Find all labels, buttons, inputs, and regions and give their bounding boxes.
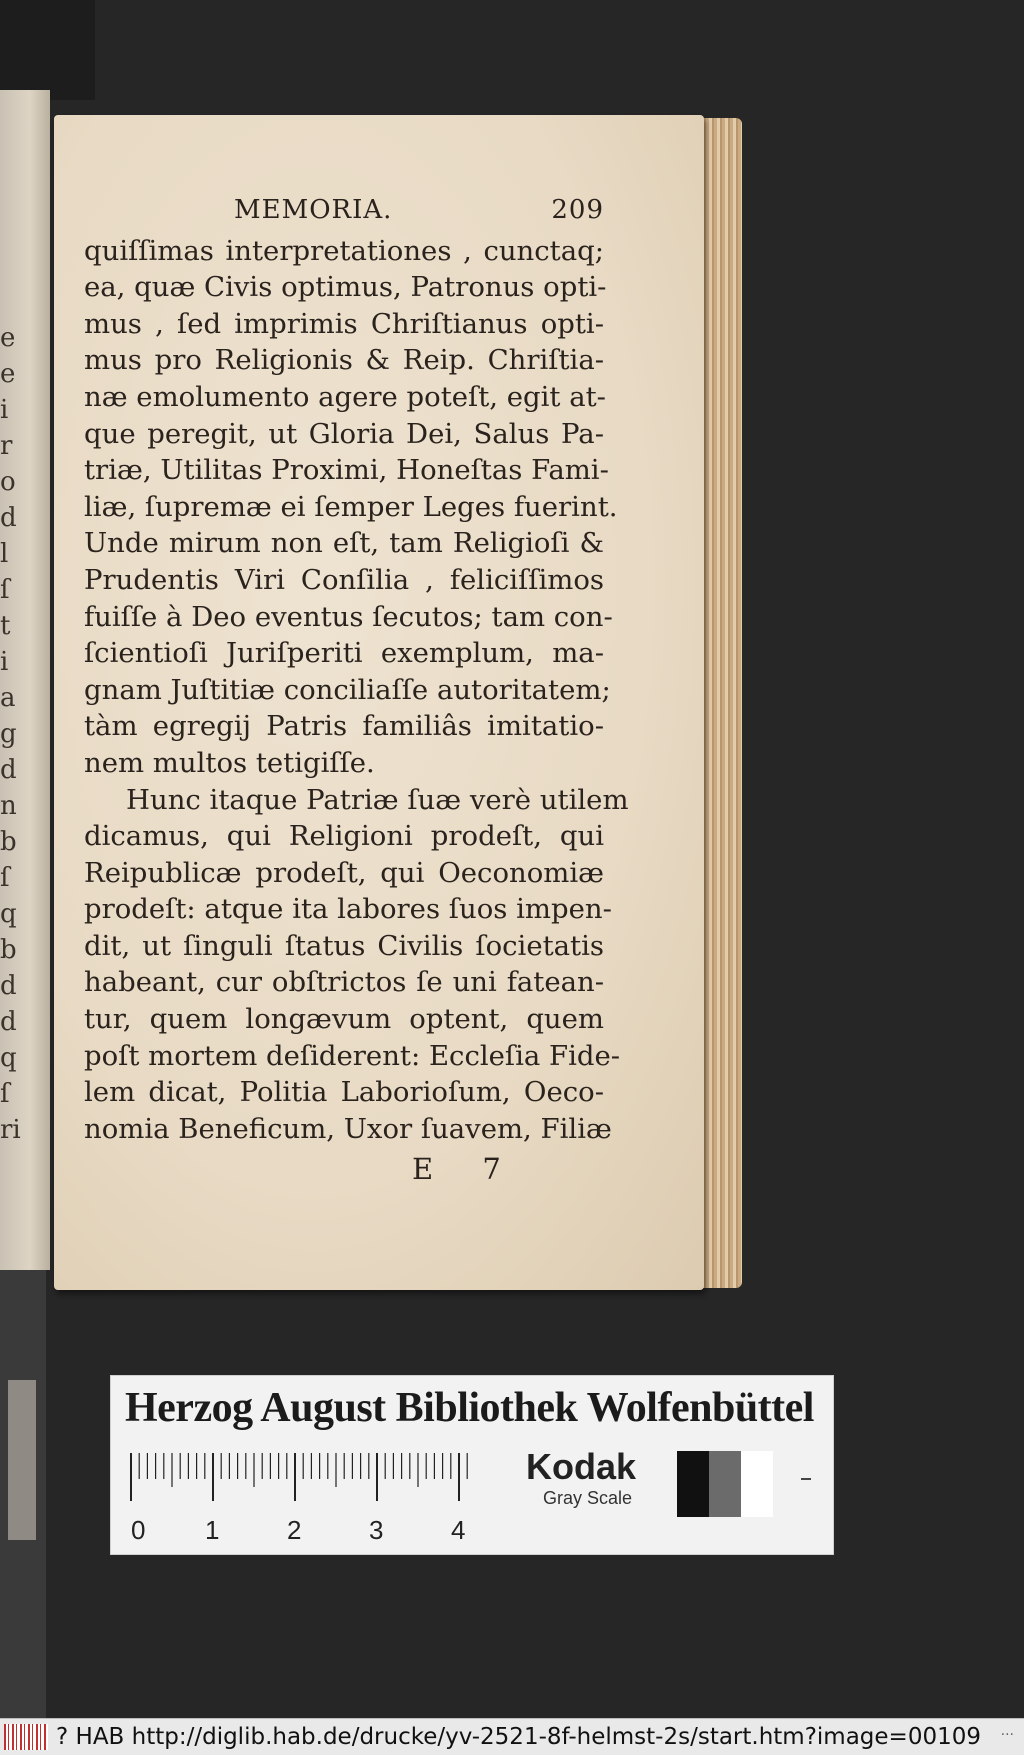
page-clip [0,1270,46,1718]
text-line: mus , ſed imprimis Chriſtianus opti- [84,307,604,340]
adjacent-mark: ſ [0,863,10,893]
library-name: Herzog August Bibliothek Wolfenbüttel [125,1385,814,1431]
patch-marker [801,1478,811,1480]
adjacent-mark: b [0,827,17,857]
text-line: triæ, Utilitas Proximi, Honeſtas Fami- [84,454,609,487]
adjacent-mark: n [0,791,17,821]
text-line: tur, quem longævum optent, quem [84,1003,604,1036]
text-line: ſcientioſi Juriſperiti exemplum, ma- [84,637,604,670]
adjacent-mark: l [0,539,9,569]
text-line: Prudentis Viri Conſilia , feliciſſimos [84,563,604,596]
adjacent-page [0,90,50,1270]
adjacent-mark: ſ [0,1079,10,1109]
gray-scale-patches [677,1451,773,1517]
text-line: Reipublicæ prodeſt, qui Oeconomiæ [84,856,604,889]
page-text-block [84,192,629,1188]
adjacent-mark: a [0,683,16,713]
status-overflow: ... [1000,1723,1014,1739]
clip-label [8,1380,36,1540]
text-line: Unde mirum non eſt, tam Religioſi & [84,527,604,560]
barcode-icon [4,1724,48,1750]
ruler-label: 2 [287,1515,302,1545]
adjacent-mark: d [0,755,17,785]
adjacent-mark: i [0,395,9,425]
text-line: Hunc itaque Patriæ ſuæ verè utilem [126,783,629,816]
text-line: ea, quæ Civis optimus, Patronus opti- [84,271,607,304]
page-number: 209 [551,195,604,225]
adjacent-mark: e [0,359,16,389]
text-line: mus pro Religionis & Reip. Chriſtia- [84,344,604,377]
color-reference-card [110,1375,834,1555]
text-line: poſt mortem deſiderent: Eccleſia Fide- [84,1039,621,1072]
text-line: gnam Juſtitiæ conciliaſſe autoritatem; [84,673,611,706]
adjacent-mark: q [0,899,17,929]
text-line: prodeſt: atque ita labores ſuos impen- [84,893,612,926]
adjacent-mark: r [0,431,13,461]
text-line: lem dicat, Politia Laborioſum, Oeco- [84,1076,604,1109]
adjacent-mark: q [0,1043,17,1073]
text-line: næ emolumento agere poteſt, egit at- [84,380,606,413]
adjacent-mark: d [0,1007,17,1037]
adjacent-mark: t [0,611,11,641]
text-line: dit, ut ſinguli ſtatus Civilis ſocietatis [84,929,604,962]
text-line: que peregit, ut Gloria Dei, Salus Pa- [84,417,604,450]
status-bar [0,1718,1024,1755]
text-line: liæ, ſupremæ ei ſemper Leges fuerint. [84,490,618,523]
text-line: quiſſimas interpretationes , cunctaq; [84,234,604,267]
adjacent-mark: ri [0,1115,21,1145]
kodak-subtitle: Gray Scale [543,1488,633,1508]
status-url[interactable]: ? HAB http://diglib.hab.de/drucke/yv-2521-8f-helmst-2s/start.htm?image=00109 [56,1724,981,1750]
gray-patch [677,1451,709,1517]
text-line: nomia Beneficum, Uxor ſuavem, Filiæ [84,1112,612,1145]
text-line: dicamus, qui Religioni prodeſt, qui [84,820,604,853]
text-line: nem multos tetigiſſe. [84,746,375,779]
running-head-title: MEMORIA. [234,195,393,225]
running-head [84,192,604,229]
scale-ruler [129,1451,509,1551]
gray-patch [741,1451,773,1517]
adjacent-mark: d [0,503,17,533]
adjacent-mark: b [0,935,17,965]
ruler-label: 4 [451,1515,466,1545]
ruler-label: 0 [131,1515,146,1545]
text-line: fuiſſe à Deo eventus ſecutos; tam con- [84,600,613,633]
adjacent-mark: o [0,467,16,497]
adjacent-page-text [0,320,21,1148]
adjacent-mark: e [0,323,16,353]
text-line: habeant, cur obſtrictos ſe uni fatean- [84,966,604,999]
gray-patch [709,1451,741,1517]
kodak-logo: Kodak [526,1446,637,1487]
adjacent-mark: d [0,971,17,1001]
text-line: tàm egregij Patris familiâs imitatio- [84,710,604,743]
signature-mark: E 7 [412,1152,521,1187]
adjacent-mark: i [0,647,9,677]
adjacent-mark: g [0,719,17,749]
ruler-label: 1 [205,1515,220,1545]
adjacent-mark: ſ [0,575,10,605]
spine-shadow [0,0,95,100]
ruler-label: 3 [369,1515,384,1545]
text-lines [84,233,629,1148]
